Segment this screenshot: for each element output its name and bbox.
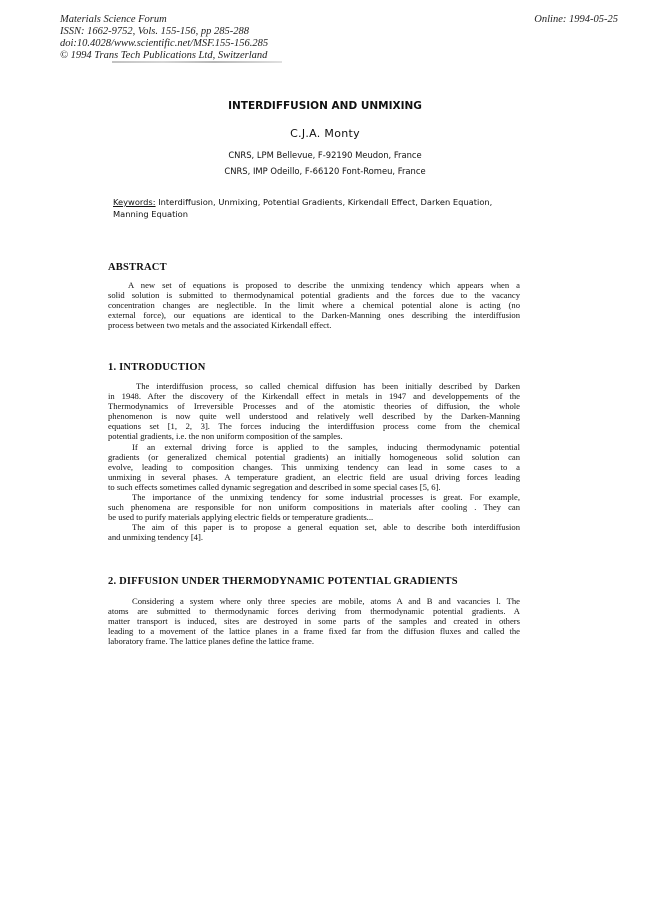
text-line: be used to purify materials applying electric fields or temperature gradients... — [108, 512, 374, 523]
text-line: The interdiffusion process, so called chemical diffusion has been initially described by Darken — [136, 381, 520, 391]
text-line: external force), our equations are identical to the Darken-Manning ones describing the interdiffusion — [108, 310, 520, 321]
text-line: If an external driving force is applied to the samples, inducing thermodynamic potential — [132, 441, 520, 452]
text-line: equations set [1, 2, 3]. The forces inducing the interdiffusion process come from the chemical — [108, 421, 520, 432]
text-line: such phenomena are responsible for non uniform compositions in materials after cooling . They can — [108, 502, 520, 513]
text-line: evolve, leading to composition changes. This unmixing tendency can lead in some cases to a — [108, 461, 520, 472]
text-line: in 1948. After the discovery of the Kirkendall effect in metals in 1947 and developpements of the — [108, 391, 520, 402]
introduction-heading: 1. INTRODUCTION — [108, 362, 206, 373]
copyright-line: © 1994 Trans Tech Publications Ltd, Switzerland — [60, 50, 268, 61]
paper-title: INTERDIFFUSION AND UNMIXING — [228, 100, 422, 112]
affiliation-2: CNRS, IMP Odeillo, F-66120 Font-Romeu, France — [224, 166, 426, 176]
text-line: The aim of this paper is to propose a general equation set, able to describe both interdiffusion — [132, 522, 520, 533]
section-2-heading: 2. DIFFUSION UNDER THERMODYNAMIC POTENTIAL GRADIENTS — [108, 576, 458, 587]
keywords-line-1: Interdiffusion, Unmixing, Potential Gradients, Kirkendall Effect, Darken Equation, — [158, 197, 493, 207]
text-line: to such effects sometimes called dynamic segregation and described in some special cases [5, 6]. — [108, 481, 441, 492]
text-line: process between two metals and the associated Kirkendall effect. — [108, 320, 332, 331]
scan-artifact — [112, 61, 282, 63]
section-2-text — [108, 596, 520, 646]
abstract-text — [108, 280, 520, 330]
publication-metadata — [60, 14, 268, 62]
text-line: potential gradients, i.e. the non uniform composition of the samples. — [108, 431, 343, 442]
doi-line[interactable]: doi:10.4028/www.scientific.net/MSF.155-156.285 — [60, 38, 269, 49]
issn-line: ISSN: 1662-9752, Vols. 155-156, pp 285-288 — [60, 26, 249, 37]
introduction-text — [108, 381, 520, 543]
text-line: matter transport is induced, sites are destroyed in some parts of the samples and created in others — [108, 616, 520, 627]
text-line: phenomenon is now quite well understood and relatively well described by the Darken-Manning — [108, 411, 520, 422]
text-line: A new set of equations is proposed to describe the unmixing tendency which appears when a — [128, 280, 520, 290]
text-line: and unmixing tendency [4]. — [108, 532, 203, 543]
keywords-line-2: Manning Equation — [113, 208, 188, 219]
text-line: Considering a system where only three species are mobile, atoms A and B and vacancies l. The — [132, 596, 520, 606]
journal-name: Materials Science Forum — [60, 14, 167, 25]
author-name: C.J.A. Monty — [290, 127, 360, 140]
text-line: solid solution is submitted to thermodynamical potential gradients and the forces due to the vacancy — [108, 290, 520, 301]
keywords-label: Keywords: — [113, 197, 156, 207]
text-line: The importance of the unmixing tendency for some industrial processes is great. For example, — [132, 492, 520, 503]
text-line: leading to a movement of the lattice planes in a frame fixed far from the diffusion fluxes and called the — [108, 626, 520, 637]
keywords-block — [113, 197, 533, 220]
online-date: Online: 1994-05-25 — [534, 14, 618, 25]
text-line: atoms are submitted to thermodynamic forces deriving from thermodynamic potential gradients. A — [108, 606, 520, 617]
text-line: unmixing in several phases. A temperature gradient, an electric field are usual driving forces leading — [108, 471, 520, 482]
text-line: laboratory frame. The lattice planes define the lattice frame. — [108, 636, 314, 647]
abstract-heading: ABSTRACT — [108, 262, 167, 273]
text-line: gradients (or generalized chemical potential gradients) an initially homogeneous solid solution can — [108, 451, 520, 462]
affiliation-1: CNRS, LPM Bellevue, F-92190 Meudon, France — [228, 150, 422, 160]
text-line: concentration changes are neglectible. In the limit where a chemical potential alone is acting (no — [108, 300, 520, 311]
text-line: Thermodynamics of Irreversible Processes and of the atomistic theories of diffusion, the whole — [108, 401, 520, 412]
